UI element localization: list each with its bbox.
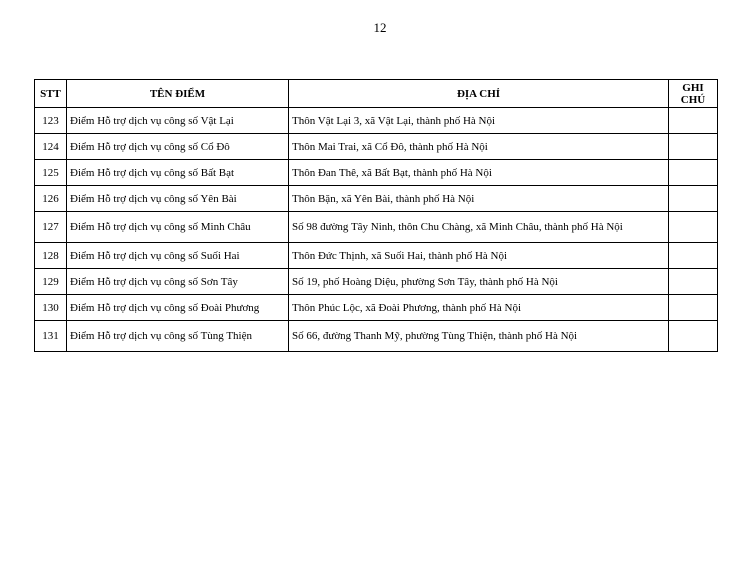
header-ten-diem: TÊN ĐIỂM	[67, 80, 289, 108]
table-body	[35, 108, 718, 352]
cell-stt: 125	[35, 160, 67, 186]
cell-stt: 129	[35, 269, 67, 295]
table-row	[35, 295, 718, 321]
cell-ten-diem: Điểm Hỗ trợ dịch vụ công số Minh Châu	[67, 212, 289, 243]
cell-ten-diem: Điểm Hỗ trợ dịch vụ công số Bất Bạt	[67, 160, 289, 186]
cell-ten-diem: Điểm Hỗ trợ dịch vụ công số Suối Hai	[67, 243, 289, 269]
table-row	[35, 243, 718, 269]
cell-ten-diem: Điểm Hỗ trợ dịch vụ công số Sơn Tây	[67, 269, 289, 295]
cell-dia-chi: Thôn Bặn, xã Yên Bài, thành phố Hà Nội	[289, 186, 669, 212]
cell-ghi-chu	[669, 212, 718, 243]
cell-stt: 130	[35, 295, 67, 321]
table-row	[35, 186, 718, 212]
service-points-table	[34, 79, 718, 352]
header-stt: STT	[35, 80, 67, 108]
cell-ghi-chu	[669, 186, 718, 212]
table-row	[35, 134, 718, 160]
table-row	[35, 321, 718, 352]
cell-dia-chi: Thôn Đan Thê, xã Bất Bạt, thành phố Hà Nội	[289, 160, 669, 186]
cell-ten-diem: Điểm Hỗ trợ dịch vụ công số Yên Bài	[67, 186, 289, 212]
table-row	[35, 212, 718, 243]
cell-ten-diem: Điểm Hỗ trợ dịch vụ công số Tùng Thiện	[67, 321, 289, 352]
header-ghi-chu	[669, 80, 718, 108]
cell-dia-chi: Số 66, đường Thanh Mỹ, phường Tùng Thiện, thành phố Hà Nội	[289, 321, 669, 352]
cell-dia-chi: Thôn Mai Trai, xã Cổ Đô, thành phố Hà Nội	[289, 134, 669, 160]
table-row	[35, 269, 718, 295]
cell-dia-chi: Thôn Vật Lại 3, xã Vật Lại, thành phố Hà Nội	[289, 108, 669, 134]
cell-ghi-chu	[669, 295, 718, 321]
cell-ghi-chu	[669, 134, 718, 160]
cell-ghi-chu	[669, 160, 718, 186]
cell-stt: 126	[35, 186, 67, 212]
page-number: 12	[373, 20, 387, 35]
cell-stt: 127	[35, 212, 67, 243]
table-header-row	[35, 80, 718, 108]
cell-ten-diem: Điểm Hỗ trợ dịch vụ công số Vật Lại	[67, 108, 289, 134]
table-row	[35, 160, 718, 186]
cell-ghi-chu	[669, 269, 718, 295]
cell-dia-chi: Thôn Phúc Lộc, xã Đoài Phương, thành phố Hà Nội	[289, 295, 669, 321]
header-ghi-chu-line1: GHI	[682, 81, 704, 94]
cell-dia-chi: Số 98 đường Tây Ninh, thôn Chu Chàng, xã Minh Châu, thành phố Hà Nội	[289, 212, 669, 243]
header-dia-chi: ĐỊA CHỈ	[289, 80, 669, 108]
cell-stt: 128	[35, 243, 67, 269]
cell-stt: 124	[35, 134, 67, 160]
cell-ghi-chu	[669, 321, 718, 352]
cell-ten-diem: Điểm Hỗ trợ dịch vụ công số Đoài Phương	[67, 295, 289, 321]
cell-ghi-chu	[669, 243, 718, 269]
cell-dia-chi: Thôn Đức Thịnh, xã Suối Hai, thành phố Hà Nội	[289, 243, 669, 269]
cell-stt: 123	[35, 108, 67, 134]
cell-ghi-chu	[669, 108, 718, 134]
cell-ten-diem: Điểm Hỗ trợ dịch vụ công số Cổ Đô	[67, 134, 289, 160]
table-row	[35, 108, 718, 134]
cell-dia-chi: Số 19, phố Hoàng Diệu, phường Sơn Tây, thành phố Hà Nội	[289, 269, 669, 295]
cell-stt: 131	[35, 321, 67, 352]
header-ghi-chu-line2: CHÚ	[680, 93, 706, 106]
